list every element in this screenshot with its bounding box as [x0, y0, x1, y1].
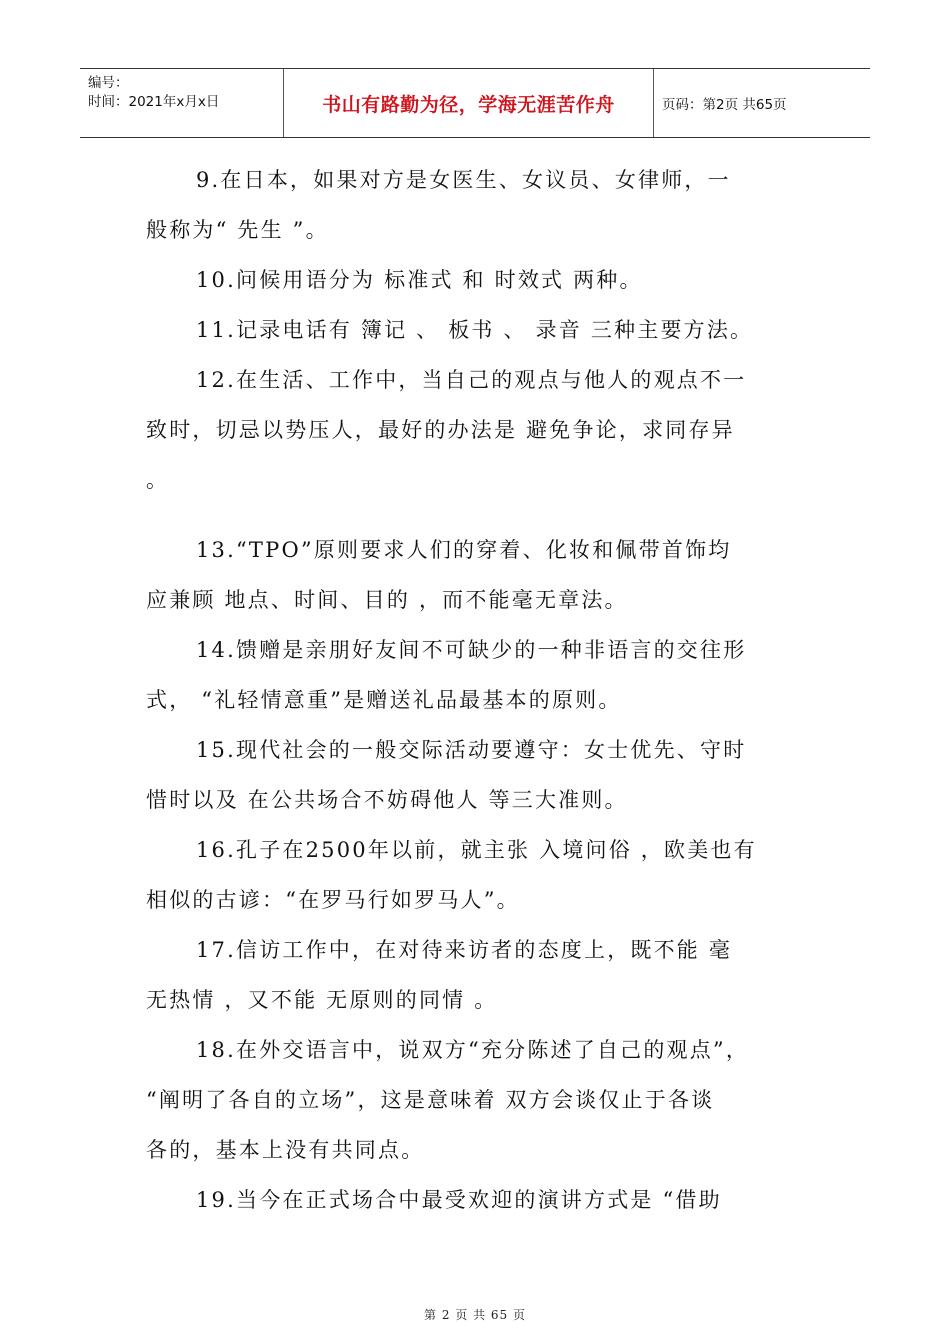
text-line: 17.信访工作中，在对待来访者的态度上，既不能 毫	[196, 938, 733, 962]
text-line: 15.现代社会的一般交际活动要遵守：女士优先、守时	[196, 738, 747, 762]
text-line: 18.在外交语言中，说双方“充分陈述了自己的观点”，	[196, 1038, 750, 1062]
text-line: “阐明了各自的立场”，这是意味着 双方会谈仅止于各谈	[146, 1088, 715, 1112]
text-line: 惜时以及 在公共场合不妨碍他人 等三大准则。	[146, 788, 628, 812]
text-line: 14.馈赠是亲朋好友间不可缺少的一种非语言的交往形	[196, 638, 747, 662]
text-line: 式， “礼轻情意重”是赠送礼品最基本的原则。	[146, 688, 622, 712]
page-header	[80, 68, 870, 138]
text-line: 无热情 ，又不能 无原则的同情 。	[146, 988, 498, 1012]
header-motto-cell	[284, 69, 653, 137]
text-line: 10.问候用语分为 标准式 和 时效式 两种。	[196, 268, 643, 292]
text-line: 19.当今在正式场合中最受欢迎的演讲方式是 “借助	[196, 1188, 722, 1212]
document-date-label: 时间：2021年x月x日	[88, 94, 220, 110]
text-line: 12.在生活、工作中，当自己的观点与他人的观点不一	[196, 368, 747, 392]
text-line: 相似的古谚：“在罗马行如罗马人”。	[146, 888, 520, 912]
page-footer: 第 2 页 共 65 页	[424, 1308, 526, 1322]
text-line: 各的，基本上没有共同点。	[146, 1138, 425, 1162]
text-line: 。	[146, 468, 170, 492]
text-line: 11.记录电话有 簿记 、 板书 、 录音 三种主要方法。	[196, 318, 754, 342]
text-line: 13.“TPO”原则要求人们的穿着、化妆和佩带首饰均	[196, 538, 732, 562]
text-line: 致时，切忌以势压人，最好的办法是 避免争论，求同存异	[146, 418, 735, 442]
header-divider	[653, 69, 654, 137]
page-number-label: 页码：第2页 共65页	[662, 97, 787, 113]
document-number-label: 编号：	[88, 75, 129, 91]
header-motto: 书山有路勤为径，学海无涯苦作舟	[322, 93, 615, 116]
text-line: 16.孔子在2500年以前，就主张 入境问俗 ，欧美也有	[196, 838, 757, 862]
document-body	[146, 155, 806, 1225]
header-meta	[88, 69, 288, 142]
text-line: 应兼顾 地点、时间、目的 ，而不能毫无章法。	[146, 588, 628, 612]
text-line: 9.在日本，如果对方是女医生、女议员、女律师，一	[196, 168, 731, 192]
paragraph-gap	[146, 505, 806, 525]
header-page-info	[662, 69, 872, 137]
text-line: 般称为“ 先生 ”。	[146, 218, 329, 242]
